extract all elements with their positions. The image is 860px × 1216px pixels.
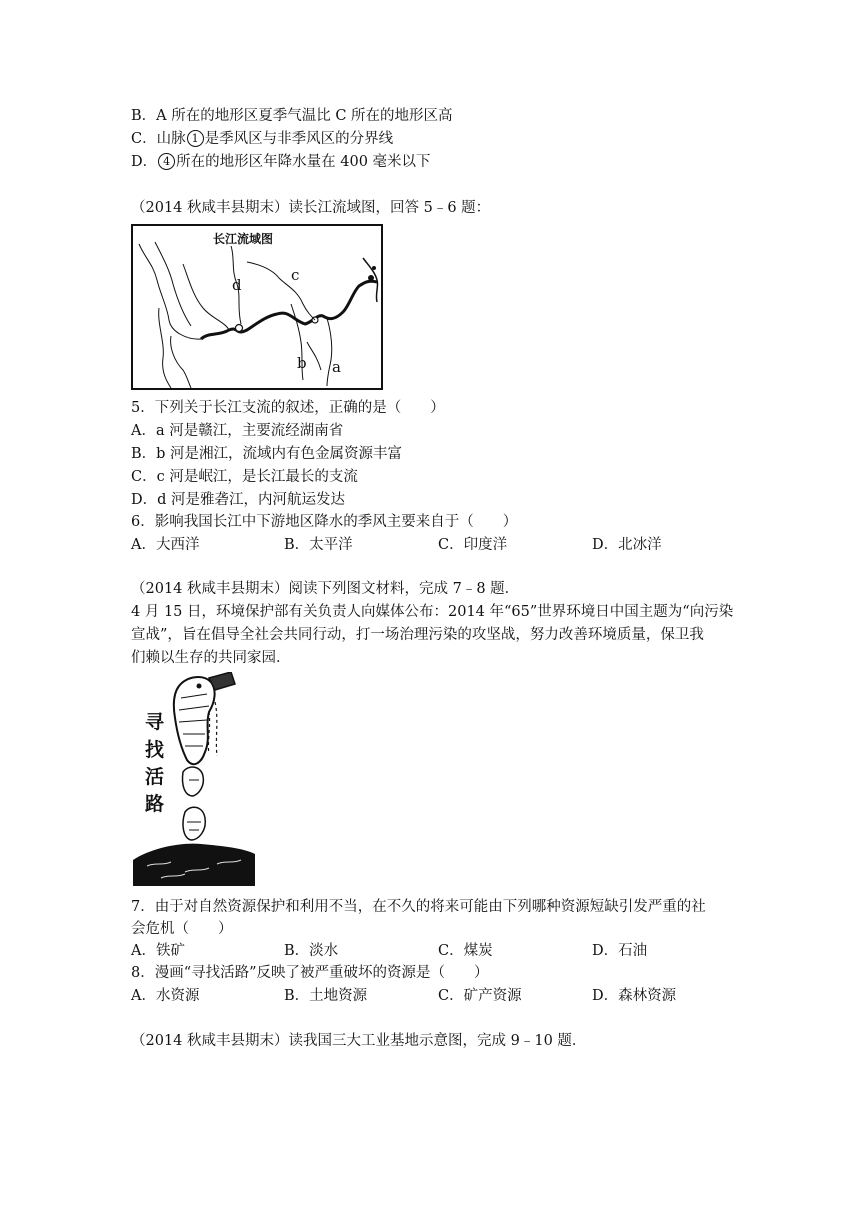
cartoon-title-char-3: 活 <box>145 766 165 788</box>
coast-dot <box>372 266 376 270</box>
q5-option-c: C．c 河是岷江，是长江最长的支流 <box>131 469 358 485</box>
q5-option-d: D．d 河是雅砻江，内河航运发达 <box>131 492 346 508</box>
map-label-a: a <box>332 358 341 376</box>
map-title: 长江流域图 <box>213 232 274 246</box>
q8-option-c: C．矿产资源 <box>438 988 522 1004</box>
map-label-b: b <box>297 354 307 372</box>
q8-option-b: B．土地资源 <box>284 988 368 1004</box>
small-fish-2 <box>183 807 205 840</box>
option-d-prefix: D． <box>131 154 158 170</box>
option-c-suffix: 是季风区与非季风区的分界线 <box>204 131 394 147</box>
section2-intro: （2014 秋咸丰县期末）阅读下列图文材料，完成 7﹣8 题． <box>131 581 520 597</box>
option-b-text: B．A 所在的地形区夏季气温比 C 所在的地形区高 <box>131 108 453 124</box>
circled-number-1: 1 <box>187 130 204 147</box>
q5-stem: 5．下列关于长江支流的叙述，正确的是（ ） <box>131 400 445 416</box>
cartoon-finding-a-way-out <box>131 672 257 890</box>
cartoon-title-char-2: 找 <box>145 739 165 761</box>
lake-dongting <box>236 325 243 332</box>
q7-stem-line-1: 7．由于对自然资源保护和利用不当，在不久的将来可能由下列哪种资源短缺引发严重的社 <box>131 899 706 915</box>
option-d-text <box>131 152 431 172</box>
q7-option-d: D．石油 <box>592 943 648 959</box>
map-label-c: c <box>291 266 300 284</box>
q7-option-b: B．淡水 <box>284 943 339 959</box>
passage-line-1: 4 月 15 日，环境保护部有关负责人向媒体公布：2014 年“65”世界环境日中国主题为“向污染 <box>131 604 734 620</box>
q8-option-d: D．森林资源 <box>592 988 677 1004</box>
q7-option-a: A．铁矿 <box>131 943 185 959</box>
cartoon-title-char-1: 寻 <box>145 711 165 733</box>
option-d-suffix: 所在的地形区年降水量在 400 毫米以下 <box>176 154 431 170</box>
q6-stem: 6．影响我国长江中下游地区降水的季风主要来自于（ ） <box>131 514 518 530</box>
circled-number-4: 4 <box>158 153 175 170</box>
q8-option-a: A．水资源 <box>131 988 200 1004</box>
yangtze-basin-map <box>131 224 383 390</box>
map-label-d: d <box>232 276 242 294</box>
option-c-prefix: C．山脉 <box>131 131 186 147</box>
q7-option-c: C．煤炭 <box>438 943 493 959</box>
small-fish-1 <box>182 767 203 796</box>
shanghai-dot <box>368 275 374 281</box>
q7-stem-line-2: 会危机（ ） <box>131 921 233 937</box>
section3-intro: （2014 秋咸丰县期末）读我国三大工业基地示意图，完成 9﹣10 题． <box>131 1033 587 1049</box>
fish-eye <box>197 684 202 689</box>
q6-option-a: A．大西洋 <box>131 537 200 553</box>
q8-stem: 8．漫画“寻找活路”反映了被严重破坏的资源是（ ） <box>131 965 489 981</box>
bottle-icon <box>209 672 235 690</box>
q5-option-a: A．a 河是赣江，主要流经湖南省 <box>131 423 344 439</box>
section1-intro: （2014 秋咸丰县期末）读长江流域图，回答 5﹣6 题： <box>131 200 491 216</box>
q5-option-b: B．b 河是湘江，流域内有色金属资源丰富 <box>131 446 403 462</box>
map-frame <box>132 225 382 389</box>
cartoon-title-char-4: 路 <box>145 793 165 815</box>
passage-line-3: 们赖以生存的共同家园． <box>131 650 291 666</box>
q6-option-c: C．印度洋 <box>438 537 508 553</box>
option-c-text <box>131 129 393 149</box>
passage-line-2: 宣战”，旨在倡导全社会共同行动，打一场治理污染的攻坚战，努力改善环境质量，保卫我 <box>131 627 704 643</box>
q6-option-b: B．太平洋 <box>284 537 353 553</box>
q6-option-d: D．北冰洋 <box>592 537 662 553</box>
